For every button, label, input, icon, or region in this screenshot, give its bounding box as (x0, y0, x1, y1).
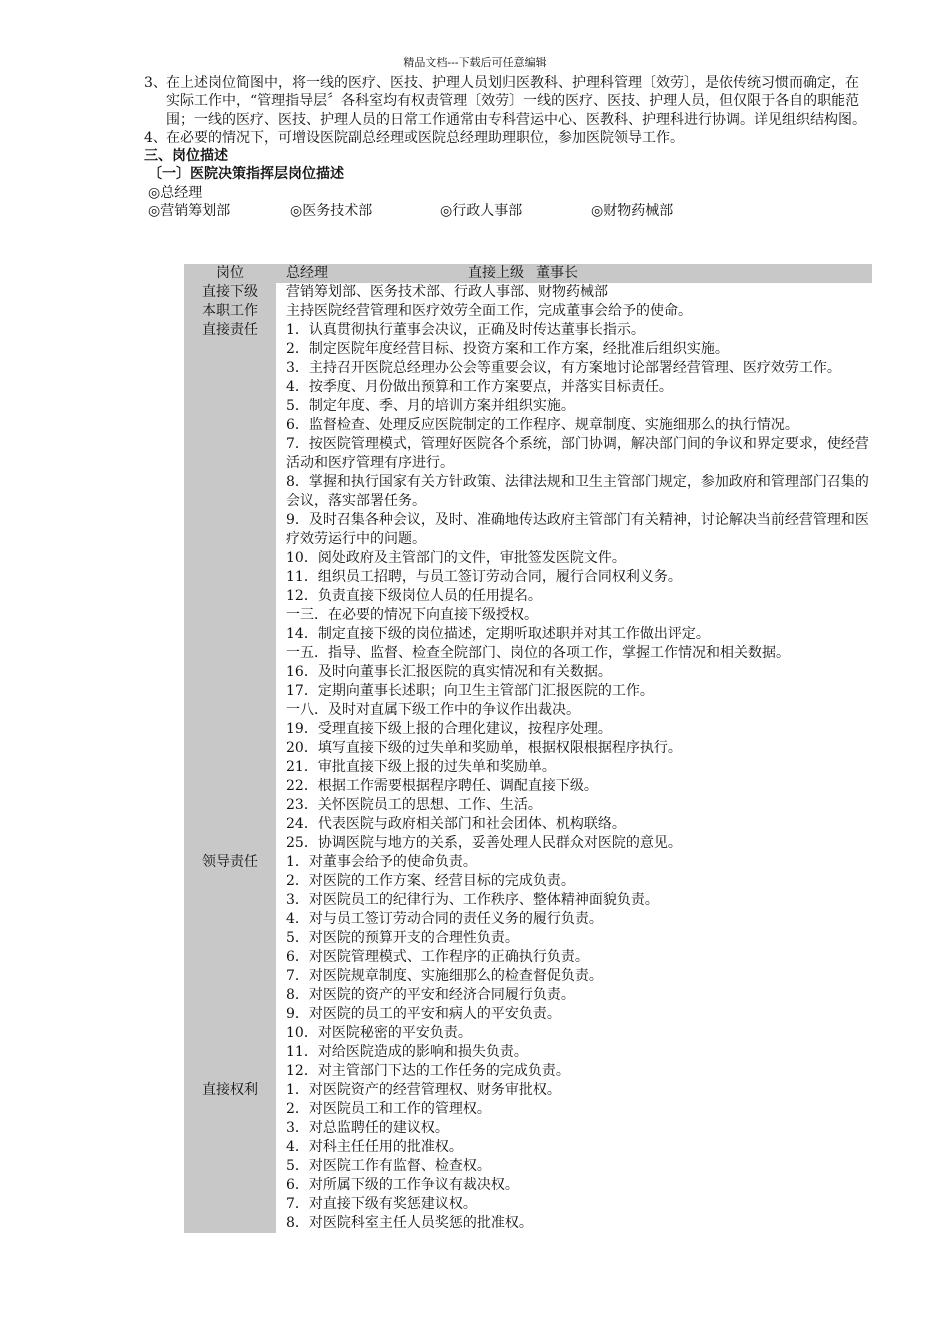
list-item: 3．对总监聘任的建议权。 (286, 1120, 449, 1136)
list-item: 8．对医院科室主任人员奖惩的批准权。 (286, 1215, 533, 1231)
table-row (184, 302, 872, 321)
list-item: 3．对医院员工的纪律行为、工作秩序、整体精神面貌负责。 (286, 892, 659, 908)
department-finance: ◎财物药械部 (591, 203, 674, 220)
department-admin: ◎行政人事部 (440, 203, 523, 220)
list-item: 6．监督检查、处理反应医院制定的工作程序、规章制度、实施细那么的执行情况。 (286, 417, 799, 433)
paragraph-3 (144, 74, 872, 129)
list-item: 22．根据工作需要根据程序聘任、调配直接下级。 (286, 778, 598, 794)
list-item: 1．对董事会给予的使命负责。 (286, 854, 477, 870)
list-item: 11．组织员工招聘，与员工签订劳动合同，履行合同权利义务。 (286, 569, 682, 585)
list-item: 6．对医院管理模式、工作程序的正确执行负责。 (286, 949, 589, 965)
leadership-list (276, 853, 872, 1081)
paragraph-4 (144, 129, 872, 147)
list-item: 1．认真贯彻执行董事会决议，正确及时传达董事长指示。 (286, 322, 645, 338)
table-row (184, 1081, 872, 1233)
list-item: 9．及时召集各种会议，及时、准确地传达政府主管部门有关精神，讨论解决当前经营管理和医疗效劳运行中的问题。 (286, 512, 869, 547)
list-item: 2．对医院员工和工作的管理权。 (286, 1101, 491, 1117)
list-item: 10．对医院秘密的平安负责。 (286, 1025, 472, 1041)
list-item: 20．填写直接下级的过失单和奖励单，根据权限根据程序执行。 (286, 740, 682, 756)
subordinates-value: 营销筹划部、医务技术部、行政人事部、财物药械部 (286, 284, 608, 300)
list-item: 2．对医院的工作方案、经营目标的完成负责。 (286, 873, 575, 889)
duty-label: 本职工作 (184, 302, 276, 321)
job-description-table (184, 264, 872, 1233)
page-header: 精品文档---下载后可任意编辑 (403, 56, 547, 69)
list-item: 5．制定年度、季、月的培训方案并组织实施。 (286, 398, 575, 414)
subordinates-label: 直接下级 (184, 283, 276, 302)
list-item: 21．审批直接下级上报的过失单和奖励单。 (286, 759, 556, 775)
list-item: 一八．及时对直属下级工作中的争议作出裁决。 (286, 702, 580, 718)
paragraph-number: 3、 (144, 75, 167, 91)
list-item: 23．关怀医院员工的思想、工作、生活。 (286, 797, 542, 813)
department-medical: ◎医务技术部 (290, 203, 373, 220)
table-row (184, 853, 872, 1081)
list-item: 12．负责直接下级岗位人员的任用提名。 (286, 588, 542, 604)
post-label: 岗位 (216, 265, 244, 281)
list-item: 24．代表医院与政府相关部门和社会团体、机构联络。 (286, 816, 626, 832)
subsection-title: 〔一〕医院决策指挥层岗位描述 (148, 166, 344, 183)
list-item: 4．对科主任任用的批准权。 (286, 1139, 463, 1155)
table-row (184, 283, 872, 302)
list-item: 9．对医院的员工的平安和病人的平安负责。 (286, 1006, 561, 1022)
paragraph-text: 在必要的情况下，可增设医院副总经理或医院总经理助理职位，参加医院领导工作。 (166, 129, 684, 146)
list-item: 5．对医院的预算开支的合理性负责。 (286, 930, 519, 946)
list-item: 5．对医院工作有监督、检查权。 (286, 1158, 491, 1174)
list-item: 7．对医院规章制度、实施细那么的检查督促负责。 (286, 968, 603, 984)
table-header-row (184, 264, 872, 283)
list-item: 4．按季度、月份做出预算和工作方案要点，并落实目标责任。 (286, 379, 673, 395)
list-item: 19．受理直接下级上报的合理化建议，按程序处理。 (286, 721, 612, 737)
list-item: 7．对直接下级有奖惩建议权。 (286, 1196, 477, 1212)
list-item: 11．对给医院造成的影响和损失负责。 (286, 1044, 528, 1060)
superior-label: 直接上级 (468, 265, 524, 281)
leadership-label: 领导责任 (184, 853, 276, 1081)
list-item: 2．制定医院年度经营目标、投资方案和工作方案，经批准后组织实施。 (286, 341, 729, 357)
superior-cell (468, 264, 578, 283)
paragraph-number: 4、 (144, 129, 167, 146)
responsibilities-list (276, 321, 872, 853)
list-item: 一五．指导、监督、检查全院部门、岗位的各项工作，掌握工作情况和相关数据。 (286, 645, 790, 661)
list-item: 8．掌握和执行国家有关方针政策、法律法规和卫生主管部门规定，参加政府和管理部门召集的会议，落实部署任务。 (286, 474, 869, 509)
paragraph-text: 在上述岗位简图中，将一线的医疗、医技、护理人员划归医教科、护理科管理〔效劳〕，是依传统习惯而确定，在实际工作中，“管理指导层〞各科室均有权责管理〔效劳〕一线的医疗、医技、护理人员，但仅限于各自的职能范围；一线的医疗、医技、护理人员的日常工作通常由专科营运中心、医教科、护理科进行协调。详见组织结构图。 (166, 75, 866, 128)
duty-value: 主持医院经营管理和医疗效劳全面工作，完成董事会给予的使命。 (286, 303, 692, 319)
list-item: 6．对所属下级的工作争议有裁决权。 (286, 1177, 519, 1193)
list-item: 7．按医院管理模式，管理好医院各个系统，部门协调，解决部门间的争议和界定要求，使经营活动和医疗管理有序进行。 (286, 436, 869, 471)
responsibilities-label: 直接责任 (184, 321, 276, 853)
rights-list (276, 1081, 872, 1233)
list-item: 1．对医院资产的经营管理权、财务审批权。 (286, 1082, 561, 1098)
list-item: 一三．在必要的情况下向直接下级授权。 (286, 607, 538, 623)
superior-value: 董事长 (536, 265, 578, 281)
list-item: 25．协调医院与地方的关系，妥善处理人民群众对医院的意见。 (286, 835, 682, 851)
post-value-cell (276, 264, 872, 283)
list-item: 14．制定直接下级的岗位描述，定期听取述职并对其工作做出评定。 (286, 626, 710, 642)
post-value: 总经理 (286, 265, 328, 281)
rights-label: 直接权利 (184, 1081, 276, 1233)
list-item: 8．对医院的资产的平安和经济合同履行负责。 (286, 987, 575, 1003)
department-marketing: ◎营销筹划部 (148, 203, 231, 220)
list-item: 3．主持召开医院总经理办公会等重要会议，有方案地讨论部署经营管理、医疗效劳工作。 (286, 360, 841, 376)
list-item: 17．定期向董事长述职；向卫生主管部门汇报医院的工作。 (286, 683, 654, 699)
table-row (184, 321, 872, 853)
list-item: 16．及时向董事长汇报医院的真实情况和有关数据。 (286, 664, 612, 680)
list-item: 4．对与员工签订劳动合同的责任义务的履行负责。 (286, 911, 603, 927)
department-list (144, 202, 872, 222)
document-body (144, 74, 872, 222)
list-item: 12．对主管部门下达的工作任务的完成负责。 (286, 1063, 570, 1079)
section-title: 三、岗位描述 (144, 148, 228, 165)
gm-label: ◎总经理 (148, 184, 203, 201)
list-item: 10．阅处政府及主管部门的文件，审批签发医院文件。 (286, 550, 626, 566)
